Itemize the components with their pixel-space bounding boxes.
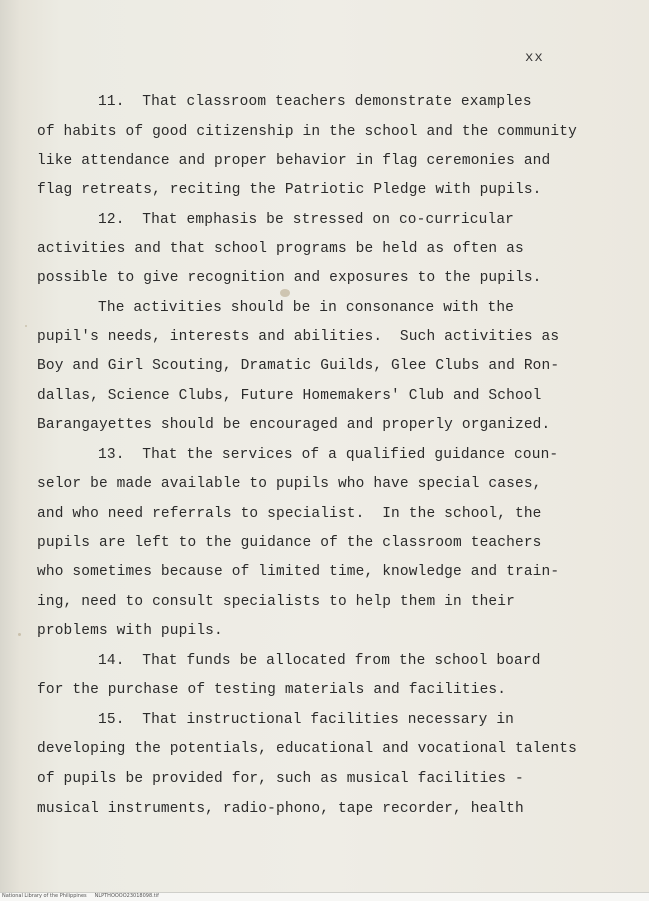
page-number: xx xyxy=(525,50,544,66)
text-line: of habits of good citizenship in the school and the community xyxy=(37,124,577,140)
text-line: Barangayettes should be encouraged and properly organized. xyxy=(37,417,551,433)
text-line: 11. That classroom teachers demonstrate examples xyxy=(98,94,532,110)
text-line: of pupils be provided for, such as musical facilities - xyxy=(37,771,524,787)
text-line: 15. That instructional facilities necessary in xyxy=(98,712,515,728)
text-line: who sometimes because of limited time, knowledge and train- xyxy=(37,564,560,580)
text-line: activities and that school programs be held as often as xyxy=(37,241,524,257)
text-line: 12. That emphasis be stressed on co-curricular xyxy=(98,212,515,228)
text-line: Boy and Girl Scouting, Dramatic Guilds, Glee Clubs and Ron- xyxy=(37,358,560,374)
text-line: 13. That the services of a qualified guidance coun- xyxy=(98,447,559,463)
paper-speck xyxy=(18,633,21,636)
text-line: pupils are left to the guidance of the classroom teachers xyxy=(37,535,542,551)
text-line: musical instruments, radio-phono, tape recorder, health xyxy=(37,801,524,817)
text-line: ing, need to consult specialists to help them in their xyxy=(37,594,515,610)
paper-stain xyxy=(280,289,290,297)
text-line: possible to give recognition and exposures to the pupils. xyxy=(37,270,542,286)
text-line: like attendance and proper behavior in flag ceremonies and xyxy=(37,153,551,169)
text-line: and who need referrals to specialist. In the school, the xyxy=(37,506,542,522)
text-line: for the purchase of testing materials and facilities. xyxy=(37,682,507,698)
paper-speck xyxy=(25,325,27,327)
text-line: dallas, Science Clubs, Future Homemakers' Club and School xyxy=(37,388,542,404)
text-line: 14. That funds be allocated from the school board xyxy=(98,653,541,669)
text-line: problems with pupils. xyxy=(37,623,223,639)
text-line: pupil's needs, interests and abilities. Such activities as xyxy=(37,329,560,345)
text-line: The activities should be in consonance with the xyxy=(98,300,515,316)
scan-footer-text: National Library of the Philippines NLPTHOOOO23018098.tif xyxy=(2,893,159,899)
text-line: selor be made available to pupils who have special cases, xyxy=(37,476,542,492)
text-line: flag retreats, reciting the Patriotic Pledge with pupils. xyxy=(37,182,542,198)
text-line: developing the potentials, educational and vocational talents xyxy=(37,741,577,757)
